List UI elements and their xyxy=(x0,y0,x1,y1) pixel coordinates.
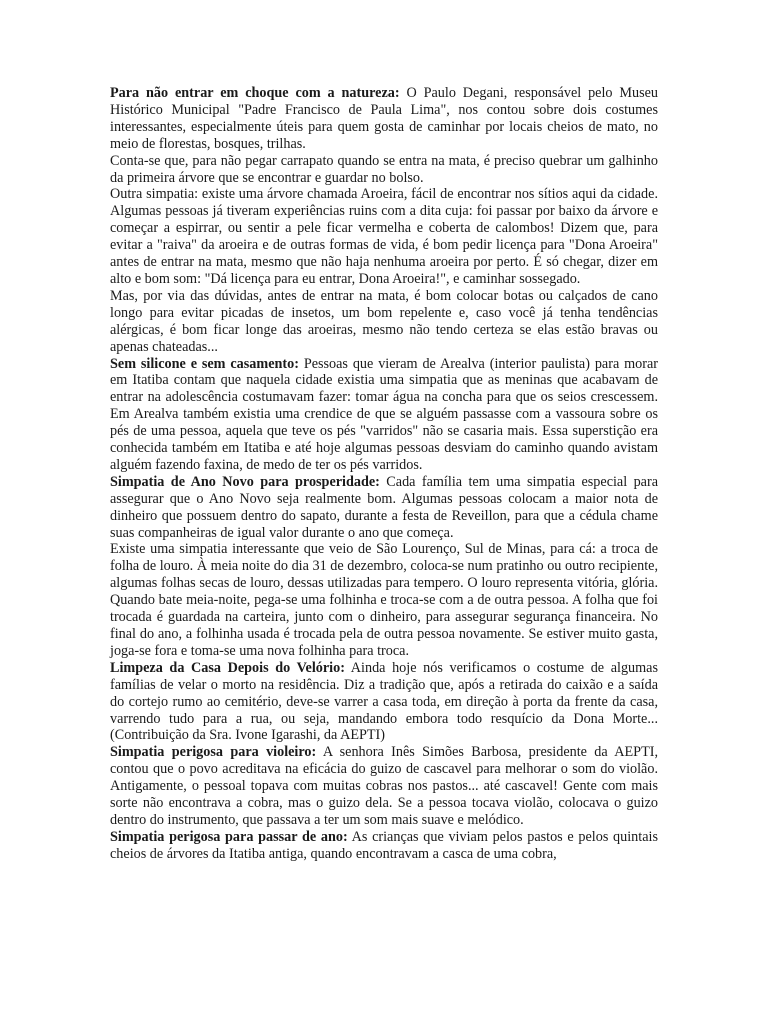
paragraph-text: Cada família tem uma simpatia especial para assegurar que o Ano Novo seja realmente bom. Algumas pessoas colocam a maior nota de dinheiro que possuem dentro do sapato, durante a festa de Reveillon, para que a cédula chame suas companheiras de igual valor durante o ano que começa. xyxy=(110,473,658,541)
paragraph-duvidas xyxy=(110,288,658,356)
paragraph-text: O Paulo Degani, responsável pelo Museu Histórico Municipal "Padre Francisco de Paula Lima", nos contou sobre dois costumes interessantes, especialmente úteis para quem gosta de caminhar por locais cheios de mato, no meio de florestas, bosques, trilhas. xyxy=(110,85,658,152)
paragraph-aroeira xyxy=(110,186,658,287)
section-heading-violeiro: Simpatia perigosa para violeiro: xyxy=(110,744,317,761)
paragraph-passar-de-ano xyxy=(110,829,658,863)
section-heading-natureza: Para não entrar em choque com a natureza: xyxy=(110,85,400,101)
paragraph-louro xyxy=(110,541,658,659)
paragraph-text: Conta-se que, para não pegar carrapato quando se entra na mata, é preciso quebrar um galhinho da primeira árvore que se encontrar e guardar no bolso. xyxy=(110,152,658,186)
paragraph-text: A senhora Inês Simões Barbosa, presidente da AEPTI, contou que o povo acreditava na eficácia do guizo de cascavel para melhorar o som do violão. Antigamente, o pessoal topava com muitas cobras nos pastos... até cascavel! Gente com mais sorte não encontrava a cobra, mas o guizo dela. Se a pessoa tocava violão, colocava o guizo dentro do instrumento, que passava a ter um som mais suave e melódico. xyxy=(110,744,659,828)
paragraph-text: Existe uma simpatia interessante que veio de São Lourenço, Sul de Minas, para cá: a troca de folha de louro. À meia noite do dia 31 de dezembro, coloca-se num pratinho ou outro recipiente, algumas folhas secas de louro, dessas utilizadas para tempero. O louro representa vitória, glória. Quando bate meia-noite, pega-se uma folhinha e troca-se com a de outra pessoa. A folha que foi trocada é guardada na carteira, junto com o dinheiro, para assegurar segurança financeira. No final do ano, a folhinha usada é trocada pela de outra pessoa novamente. Se estiver muito gasta, joga-se fora e toma-se uma nova folhinha para troca. xyxy=(110,541,658,659)
paragraph-silicone xyxy=(110,356,658,474)
paragraph-text: Ainda hoje nós verificamos o costume de algumas famílias de velar o morto na residência. Diz a tradição que, após a retirada do caixão e a saída do cortejo rumo ao cemitério, deve-se varrer a casa toda, em direção à porta da frente da casa, varrendo tudo para a rua, ou seja, mandando embora todo resquício da Dona Morte... (Contribuição da Sra. Ivone Igarashi, da AEPTI) xyxy=(110,659,658,744)
paragraph-ano-novo xyxy=(110,474,658,542)
paragraph-carrapato xyxy=(110,153,658,187)
section-heading-ano-novo: Simpatia de Ano Novo para prosperidade: xyxy=(110,473,380,490)
paragraph-natureza xyxy=(110,85,658,153)
section-heading-velorio: Limpeza da Casa Depois do Velório: xyxy=(110,659,345,676)
section-heading-passar-de-ano: Simpatia perigosa para passar de ano: xyxy=(110,828,348,845)
paragraph-text: Pessoas que vieram de Arealva (interior paulista) para morar em Itatiba contam que naquela cidade existia uma simpatia que as meninas que acabavam de entrar na adolescência costumavam fazer: tomar água na concha para que os seios crescessem. Em Arealva também existia uma crendice de que se alguém passasse com a vassoura sobre os pés de uma pessoa, aquela que teve os pés "varridos" não se casaria mais. Essa superstição era conhecida também em Itatiba e até hoje algumas pessoas desviam do caminho quando avistam alguém fazendo faxina, de medo de ter os pés varridos. xyxy=(110,355,658,473)
paragraph-text: As crianças que viviam pelos pastos e pelos quintais cheios de árvores da Itatiba antiga, quando encontravam a casca de uma cobra, xyxy=(110,828,658,862)
document-body xyxy=(110,85,658,863)
paragraph-text: Mas, por via das dúvidas, antes de entrar na mata, é bom colocar botas ou calçados de cano longo para evitar picadas de insetos, um bom repelente e, caso você já tenha tendências alérgicas, é bom ficar longe das aroeiras, mesmo não tendo certeza se elas estão bravas ou apenas chateadas... xyxy=(110,287,658,355)
paragraph-velorio xyxy=(110,660,658,745)
paragraph-text: Outra simpatia: existe uma árvore chamada Aroeira, fácil de encontrar nos sítios aqui da cidade. Algumas pessoas já tiveram experiências ruins com a dita cuja: foi passar por baixo da árvore e começar a espirrar, ou sentir a pele ficar vermelha e coberta de calombos! Dizem que, para evitar a "raiva" da aroeira e de outras formas de vida, é bom pedir licença para "Dona Aroeira" antes de entrar na mata, mesmo que não haja nenhuma aroeira por perto. É só chegar, dizer em alto e bom som: "Dá licença para eu entrar, Dona Aroeira!", e caminhar sossegado. xyxy=(110,186,658,287)
paragraph-violeiro xyxy=(110,744,658,829)
section-heading-silicone: Sem silicone e sem casamento: xyxy=(110,355,299,372)
